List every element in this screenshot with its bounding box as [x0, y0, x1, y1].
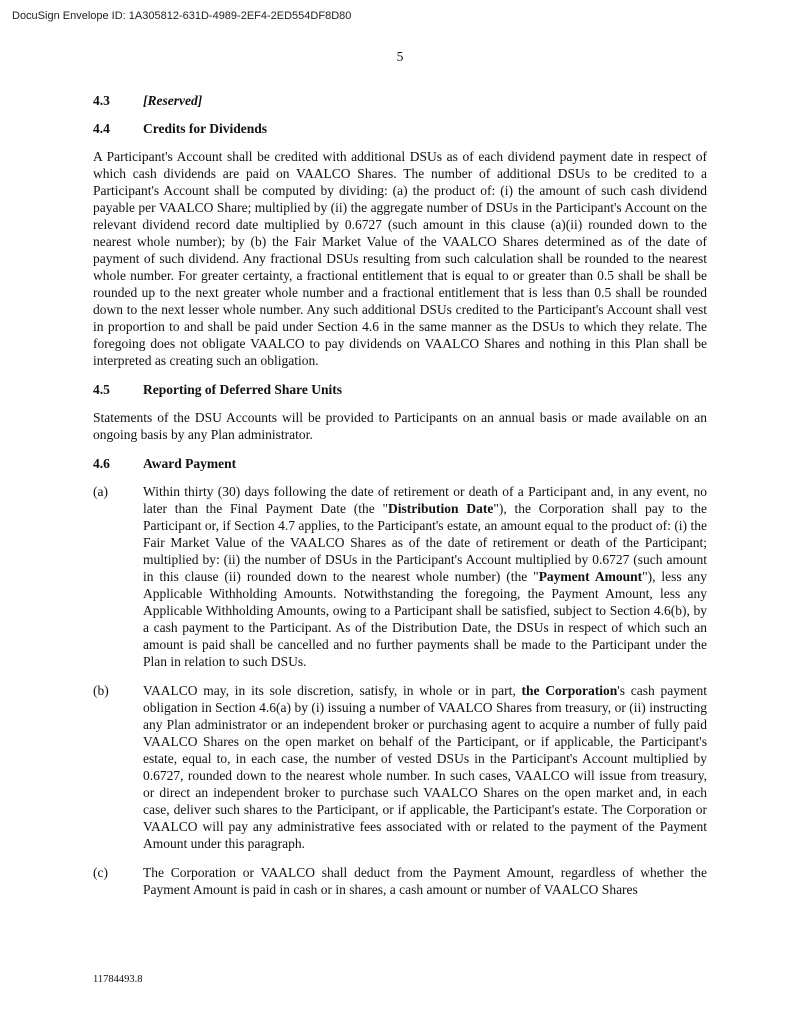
section-number: 4.6	[93, 456, 110, 471]
section-title: Reporting of Deferred Share Units	[143, 382, 342, 397]
section-4-5-paragraph: Statements of the DSU Accounts will be provided to Participants on an annual basis or made available on an ongoing basis by any Plan administrator.	[93, 410, 707, 442]
section-title: Award Payment	[143, 456, 237, 471]
clause-text-part: "), less any Applicable Withholding Amounts. Notwithstanding the foregoing, the Payment Amount, less any Applicable Withholding Amounts, owing to a Participant shall be satisfied, subject to Section 4.6(b), by a cash payment to the Participant. As of the Distribution Date, the DSUs in respect of which such an amount is paid shall be cancelled and no further payments shall be made to the Participant under the Plan in relation to such DSUs.	[143, 569, 708, 669]
clause-text: The Corporation or VAALCO shall deduct from the Payment Amount, regardless of whether the Payment Amount is paid in cash or in shares, a cash amount or number of VAALCO Shares	[143, 865, 707, 897]
section-title: Credits for Dividends	[143, 121, 268, 136]
clause-4-6-c	[93, 864, 707, 898]
defined-term: Distribution Date	[388, 501, 494, 516]
section-title: [Reserved]	[143, 93, 203, 108]
section-4-4-heading	[93, 120, 707, 137]
section-4-6-heading	[93, 455, 707, 472]
document-footer-id: 11784493.8	[93, 974, 143, 985]
clause-4-6-a	[93, 483, 707, 670]
section-number: 4.3	[93, 93, 110, 108]
section-4-4-paragraph: A Participant's Account shall be credited with additional DSUs as of each dividend payment date in respect of which cash dividends are paid on VAALCO Shares. The number of additional DSUs to be credited to a Participant's Account shall be computed by dividing: (a) the product of: (i) the amount of such cash dividend payable per VAALCO Share; multiplied by (ii) the aggregate number of DSUs in the Participant's Account on the relevant dividend record date multiplied by 0.6727 (such amount in this clause (a)(ii) rounded down to the nearest whole number); by (b) the Fair Market Value of the VAALCO Shares determined as of the date of payment of such dividend. Any fractional DSUs resulting from such calculation shall be rounded to the nearest whole number. For greater certainty, a fractional entitlement that is equal to or greater than 0.5 shall be shall be rounded up to the next greater whole number and a fractional entitlement that is less than 0.5 shall be rounded down to the next lesser whole number. Any such additional DSUs credited to the Participant's Account shall vest in proportion to and shall be paid under Section 4.6 in the same manner as the DSUs to which they relate. The foregoing does not obligate VAALCO to pay dividends on VAALCO Shares and nothing in this Plan shall be interpreted as creating such an obligation.	[93, 149, 707, 368]
bold-term: the Corporation	[521, 683, 618, 698]
docusign-envelope-id: DocuSign Envelope ID: 1A305812-631D-4989-2EF4-2ED554DF8D80	[12, 10, 352, 22]
section-4-5-heading	[93, 381, 707, 398]
page-number: 5	[396, 49, 404, 64]
section-number: 4.4	[93, 121, 110, 136]
clause-label: (c)	[93, 865, 108, 880]
clause-text	[143, 483, 707, 670]
clause-4-6-b	[93, 682, 707, 852]
clause-text-part: Within thirty (30) days following the date of retirement or death of a Participant and, in any event, no later than the Final Payment Date (the "	[143, 484, 707, 516]
defined-term: Payment Amount	[538, 569, 643, 584]
clause-text-part: "), the Corporation shall pay to the Participant or, if Section 4.7 applies, to the Participant's estate, an amount equal to the product of: (i) the Fair Market Value of the VAALCO Shares as of the date of retirement or death of the Participant; multiplied by: (ii) the number of DSUs in the Participant's Account multiplied by 0.6727 (such amount in this clause (ii) rounded down to the nearest whole number) (the "	[143, 501, 707, 584]
clause-label: (b)	[93, 683, 109, 698]
section-number: 4.5	[93, 382, 110, 397]
document-body	[93, 92, 707, 910]
clause-text-part: VAALCO may, in its sole discretion, satisfy, in whole or in part,	[143, 683, 522, 698]
clause-text-part: 's cash payment obligation in Section 4.6(a) by (i) issuing a number of VAALCO Shares from treasury, or (ii) instructing any Plan administrator or an independent broker or purchasing agent to acquire a number of fully paid VAALCO Shares on the open market on behalf of the Participant, or if applicable, the Participant's estate, equal to, in each case, the number of vested DSUs in the Participant's Account multiplied by 0.6727, rounded down to the nearest whole number. In such cases, VAALCO will issue from treasury, or direct an independent broker to purchase such VAALCO Shares on the open market and, in each case, deliver such shares to the Participant, or if applicable, the Participant's estate. The Corporation or VAALCO will pay any administrative fees associated with or related to the payment of the Payment Amount under this paragraph.	[143, 683, 707, 851]
section-4-3-heading	[93, 92, 707, 109]
clause-text	[143, 682, 707, 852]
clause-label: (a)	[93, 484, 108, 499]
